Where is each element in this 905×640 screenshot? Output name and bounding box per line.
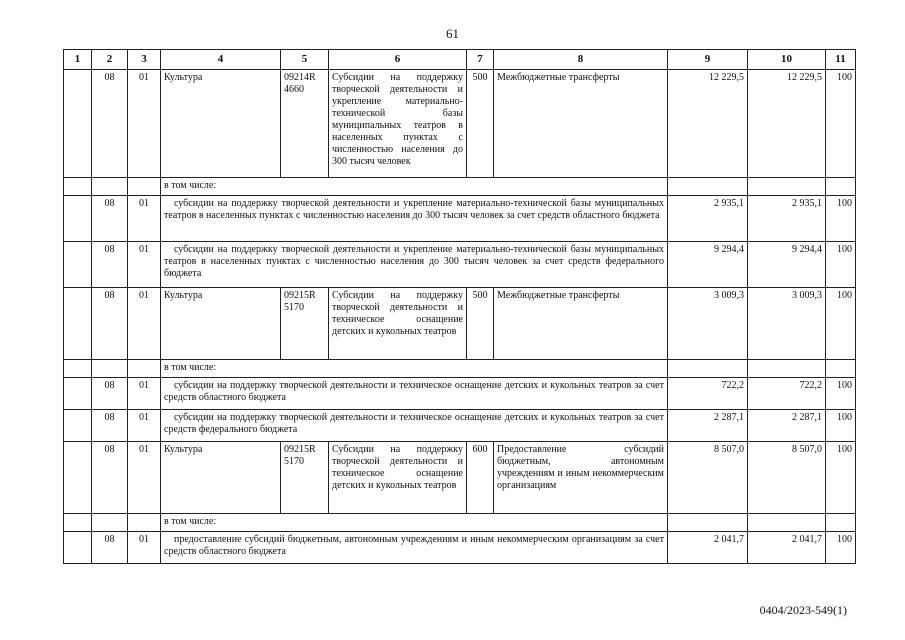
description-text: субсидии на поддержку творческой деятельности и укрепление материально-технической базы муниципальных театров в населенных пунктах с численностью населения до 300 тысяч человек за счет средств областного бюджета: [164, 198, 664, 221]
table-row: [64, 442, 856, 514]
cell-amount-plan: 2 287,1: [668, 410, 748, 442]
cell-description: [161, 410, 668, 442]
budget-table: [63, 49, 856, 564]
cell-target-code: 09214R 4660: [281, 70, 329, 178]
table-row: [64, 378, 856, 410]
cell-subsection: 01: [128, 70, 161, 178]
cell-section: 08: [92, 410, 128, 442]
cell-amount-fact: 2 287,1: [748, 410, 826, 442]
cell-subsection: 01: [128, 410, 161, 442]
table-row-including: [64, 514, 856, 532]
cell-description: Субсидии на поддержку творческой деятельности и техническое оснащение детских и кукольных театров: [329, 442, 467, 514]
cell-percent: 100: [826, 70, 856, 178]
cell-expense-name: Предоставление субсидий бюджетным, автономным учреждениям и иным некоммерческим организациям: [494, 442, 668, 514]
cell-expense-type: 500: [467, 70, 494, 178]
table-row-including: [64, 178, 856, 196]
cell-amount-plan: 2 041,7: [668, 532, 748, 564]
cell-section: 08: [92, 442, 128, 514]
cell-target-code: 09215R 5170: [281, 442, 329, 514]
cell-amount-plan: 8 507,0: [668, 442, 748, 514]
document-code: 0404/2023-549(1): [759, 603, 847, 617]
header-col-6: 6: [329, 50, 467, 70]
cell-amount-plan: 12 229,5: [668, 70, 748, 178]
header-col-7: 7: [467, 50, 494, 70]
cell-subsection: 01: [128, 288, 161, 360]
header-row: [64, 50, 856, 70]
cell-subsection: 01: [128, 532, 161, 564]
table-row: [64, 288, 856, 360]
header-col-1: 1: [64, 50, 92, 70]
cell-including-label: в том числе:: [161, 514, 668, 532]
cell-expense-type: 500: [467, 288, 494, 360]
cell-including-label: в том числе:: [161, 360, 668, 378]
cell-amount-fact: 2 935,1: [748, 196, 826, 242]
cell-empty: [64, 70, 92, 178]
cell-amount-plan: 3 009,3: [668, 288, 748, 360]
cell-name: Культура: [161, 288, 281, 360]
cell-amount-fact: 722,2: [748, 378, 826, 410]
cell-section: 08: [92, 532, 128, 564]
cell-description: [161, 532, 668, 564]
description-text: субсидии на поддержку творческой деятельности и техническое оснащение детских и кукольных театров за счет средств федерального бюджета: [164, 412, 664, 435]
cell-percent: 100: [826, 532, 856, 564]
cell-subsection: 01: [128, 442, 161, 514]
cell-percent: 100: [826, 288, 856, 360]
cell-section: 08: [92, 70, 128, 178]
cell-name: Культура: [161, 70, 281, 178]
cell-description: [161, 242, 668, 288]
cell-percent: 100: [826, 442, 856, 514]
header-col-5: 5: [281, 50, 329, 70]
cell-amount-fact: 2 041,7: [748, 532, 826, 564]
cell-subsection: 01: [128, 196, 161, 242]
header-col-2: 2: [92, 50, 128, 70]
cell-subsection: 01: [128, 378, 161, 410]
header-col-8: 8: [494, 50, 668, 70]
table-row: [64, 242, 856, 288]
cell-subsection: 01: [128, 242, 161, 288]
header-col-11: 11: [826, 50, 856, 70]
cell-section: 08: [92, 242, 128, 288]
cell-expense-name: Межбюджетные трансферты: [494, 70, 668, 178]
cell-section: 08: [92, 196, 128, 242]
header-col-10: 10: [748, 50, 826, 70]
cell-amount-plan: 722,2: [668, 378, 748, 410]
cell-name: Культура: [161, 442, 281, 514]
cell-amount-plan: 2 935,1: [668, 196, 748, 242]
cell-percent: 100: [826, 410, 856, 442]
description-text: субсидии на поддержку творческой деятельности и укрепление материально-технической базы муниципальных театров в населенных пунктах с численностью населения до 300 тысяч человек за счет средств федерального бюджета: [164, 244, 664, 279]
cell-amount-fact: 9 294,4: [748, 242, 826, 288]
header-col-3: 3: [128, 50, 161, 70]
table-row: [64, 196, 856, 242]
table-row: [64, 70, 856, 178]
cell-including-label: в том числе:: [161, 178, 668, 196]
cell-description: [161, 196, 668, 242]
cell-amount-plan: 9 294,4: [668, 242, 748, 288]
cell-expense-type: 600: [467, 442, 494, 514]
description-text: предоставление субсидий бюджетным, автономным учреждениям и иным некоммерческим организациям за счет средств областного бюджета: [164, 534, 664, 557]
cell-amount-fact: 12 229,5: [748, 70, 826, 178]
header-col-9: 9: [668, 50, 748, 70]
cell-section: 08: [92, 288, 128, 360]
description-text: субсидии на поддержку творческой деятельности и техническое оснащение детских и кукольных театров за счет средств областного бюджета: [164, 380, 664, 403]
cell-description: Субсидии на поддержку творческой деятельности и укрепление материально-технической базы муниципальных театров в населенных пунктах с численностью населения до 300 тысяч человек: [329, 70, 467, 178]
cell-percent: 100: [826, 242, 856, 288]
table-row: [64, 410, 856, 442]
table-row: [64, 532, 856, 564]
page-number: 61: [446, 26, 459, 41]
cell-description: [161, 378, 668, 410]
cell-amount-fact: 3 009,3: [748, 288, 826, 360]
cell-section: 08: [92, 378, 128, 410]
cell-amount-fact: 8 507,0: [748, 442, 826, 514]
header-col-4: 4: [161, 50, 281, 70]
cell-percent: 100: [826, 378, 856, 410]
cell-description: Субсидии на поддержку творческой деятельности и техническое оснащение детских и кукольных театров: [329, 288, 467, 360]
cell-percent: 100: [826, 196, 856, 242]
cell-target-code: 09215R 5170: [281, 288, 329, 360]
cell-expense-name: Межбюджетные трансферты: [494, 288, 668, 360]
table-row-including: [64, 360, 856, 378]
